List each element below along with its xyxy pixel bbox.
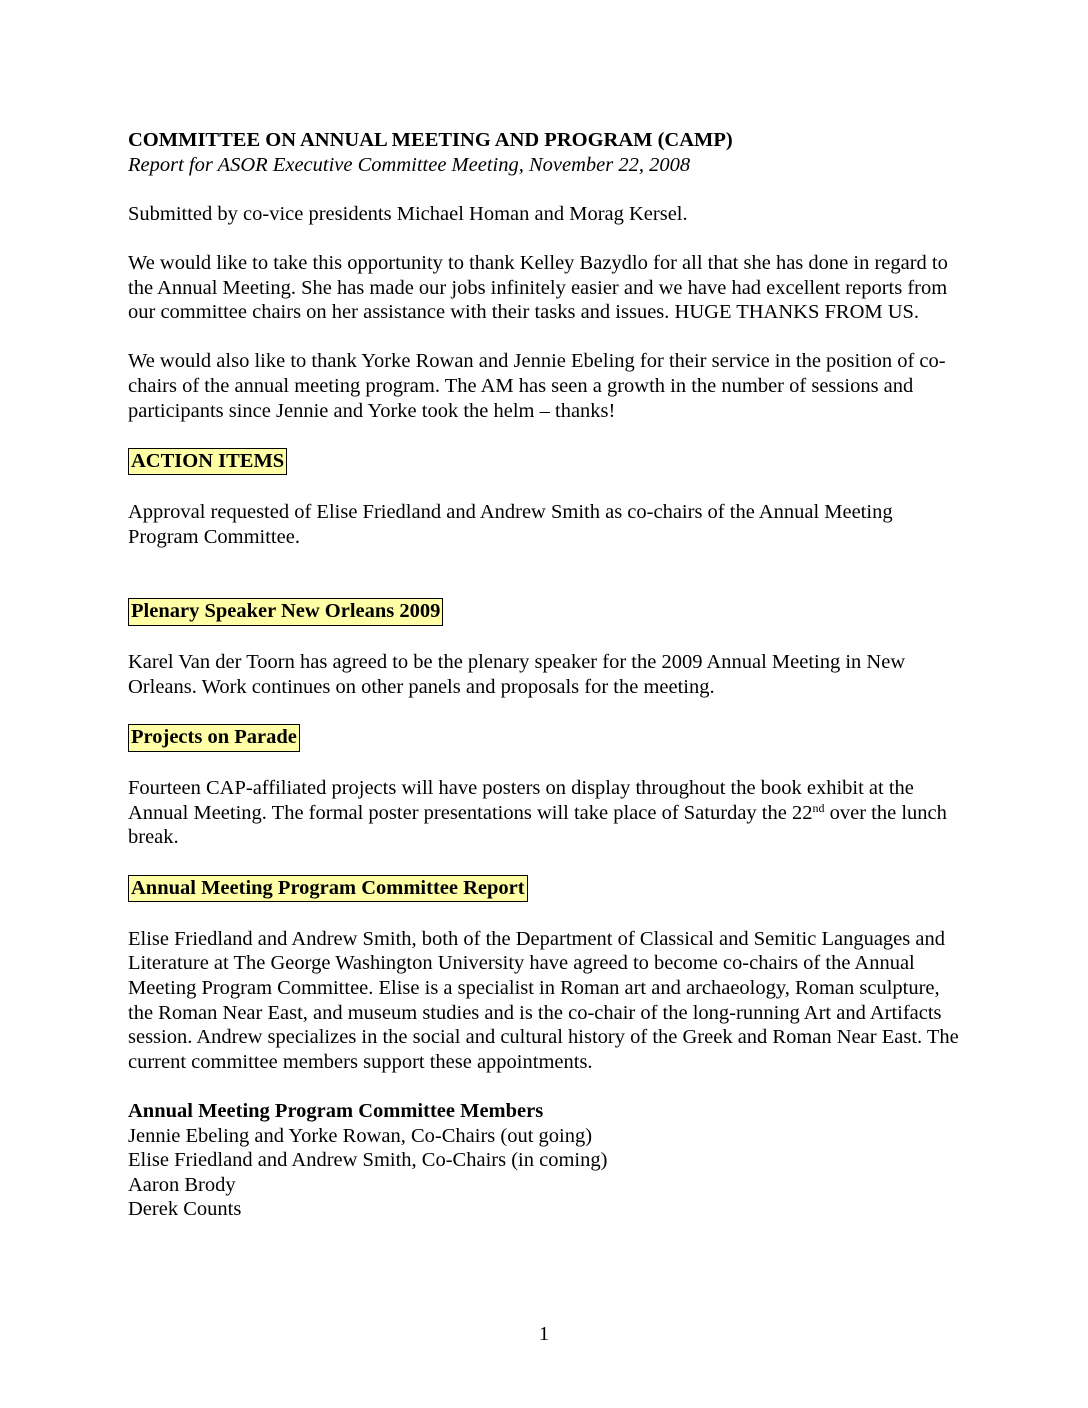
- committee-report-section: [128, 875, 968, 903]
- members-heading: Annual Meeting Program Committee Members: [128, 1099, 544, 1122]
- projects-body-text-end: over the lunch break.: [128, 801, 947, 849]
- thanks-kelley-paragraph: We would like to take this opportunity to thank Kelley Bazydlo for all that she has done in regard to the Annual Meeting. She has made our jobs infinitely easier and we have had excellent reports from our committee chairs on her assistance with their tasks and issues. HUGE THANKS FROM US.: [128, 251, 948, 324]
- member-item: Derek Counts: [128, 1198, 242, 1221]
- plenary-heading: Plenary Speaker New Orleans 2009: [128, 598, 443, 626]
- projects-body-text: Fourteen CAP-affiliated projects will have posters on display throughout the book exhibit at the Annual Meeting. The formal poster presentations will take place of Saturday the 22: [128, 777, 914, 824]
- plenary-body: Karel Van der Toorn has agreed to be the plenary speaker for the 2009 Annual Meeting in New Orleans. Work continues on other panels and proposals for the meeting.: [128, 651, 906, 698]
- projects-section: [128, 724, 968, 752]
- action-items-section: [128, 448, 968, 476]
- member-item: Elise Friedland and Andrew Smith, Co-Chairs (in coming): [128, 1149, 608, 1172]
- committee-report-heading: Annual Meeting Program Committee Report: [128, 875, 528, 903]
- member-item: Aaron Brody: [128, 1173, 236, 1196]
- thanks-yorke-paragraph: We would also like to thank Yorke Rowan and Jennie Ebeling for their service in the position of co-chairs of the annual meeting program. The AM has seen a growth in the number of sessions and participants since Jennie and Yorke took the helm – thanks!: [128, 350, 946, 422]
- submitted-by: Submitted by co-vice presidents Michael Homan and Morag Kersel.: [128, 202, 688, 225]
- document-title: COMMITTEE ON ANNUAL MEETING AND PROGRAM (CAMP): [128, 129, 733, 151]
- projects-body-superscript: nd: [812, 800, 825, 815]
- document-page: [128, 128, 968, 1222]
- member-item: Jennie Ebeling and Yorke Rowan, Co-Chairs (out going): [128, 1124, 593, 1147]
- action-items-body: Approval requested of Elise Friedland and Andrew Smith as co-chairs of the Annual Meeting Program Committee.: [128, 500, 893, 548]
- plenary-section: [128, 598, 968, 626]
- committee-report-body: Elise Friedland and Andrew Smith, both of the Department of Classical and Semitic Languages and Literature at The George Washington University have agreed to become co-chairs of the Annual Meeting Program Committee. Elise is a specialist in Roman art and archaeology, Roman sculpture, the Roman Near East, and museum studies and is the co-chair of the long-running Art and Artifacts session. Andrew specializes in the social and cultural history of the Greek and Roman Near East. The current committee members support these appointments.: [128, 927, 959, 1073]
- action-items-heading: ACTION ITEMS: [128, 448, 287, 476]
- document-subtitle: Report for ASOR Executive Committee Meeting, November 22, 2008: [128, 153, 691, 176]
- page-number: 1: [538, 1323, 550, 1345]
- projects-body: [128, 776, 968, 850]
- projects-heading: Projects on Parade: [128, 724, 300, 752]
